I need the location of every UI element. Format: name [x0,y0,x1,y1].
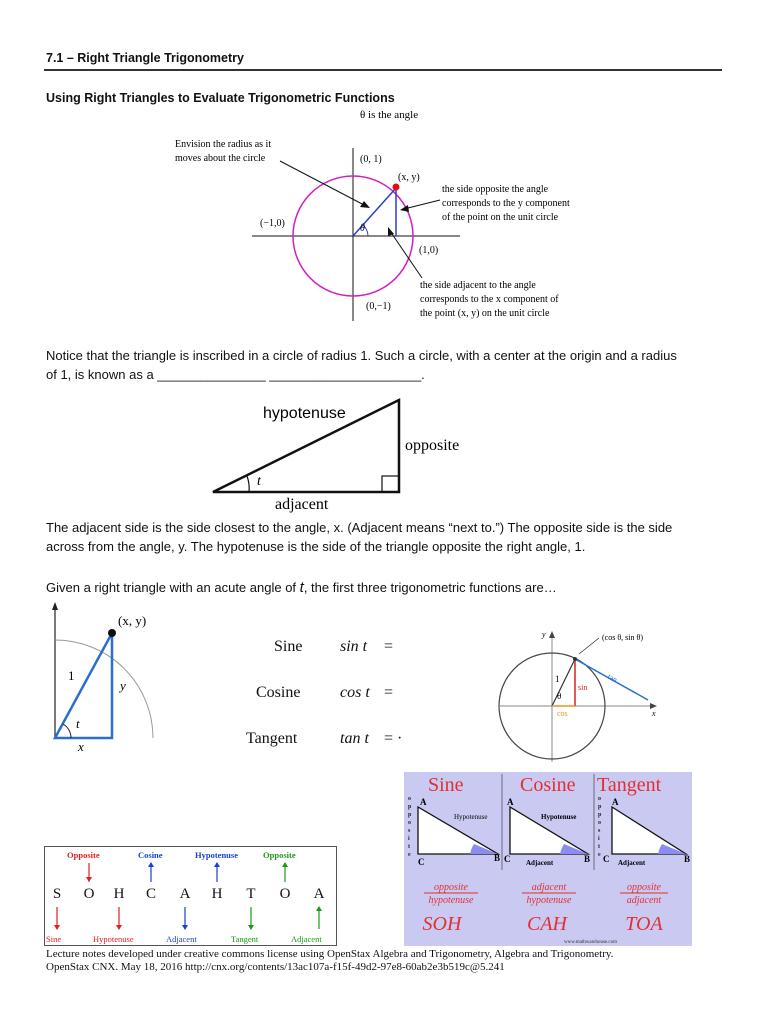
banner-arrowhead [182,925,188,930]
banner-arrowhead [86,877,92,882]
small-point-leader [579,638,599,654]
quarter-arc [55,640,153,738]
label-point: (x, y) [398,172,420,183]
small-circle-figure [495,620,680,765]
banner-bottom-adjacent: Adjacent [166,934,197,944]
angle-arc [247,476,249,492]
function-eq: = · [384,730,403,747]
angle-label: t [257,474,261,489]
poster-vertex-a: A [420,797,427,807]
poster-vertical-letter: i [408,836,410,842]
theta-label: θ [360,223,365,234]
given-text-pre: Given a right triangle with an acute angle of [46,580,300,595]
function-expr: sin t [340,638,368,655]
banner-arrowhead [248,925,254,930]
opposite-note-1: the side opposite the angle [442,184,549,195]
banner-letter-s: S [52,886,62,902]
small-point [573,657,577,661]
adjacent-note-3: the point (x, y) on the unit circle [420,308,550,319]
function-name: Tangent [246,730,298,747]
opposite-note-2: corresponds to the y component [442,198,570,209]
poster-vertical-letter: o [408,820,411,826]
banner-top-hypotenuse: Hypotenuse [195,850,238,860]
adjacent-arrowhead [388,227,394,236]
sohcahtoa-banner-graphic [45,847,336,945]
banner-letter-h2: H [211,886,223,902]
poster-adj-label: Adjacent [618,859,646,867]
given-text-post: , the first three trigonometric functions are… [303,580,557,595]
triangle-figure [205,396,475,514]
poster-vertical-opposite-2 [598,796,602,858]
small-x-label: x [652,709,656,718]
subheading: Using Right Triangles to Evaluate Trigonometric Functions [46,91,395,105]
poster-vertical-letter: p [598,804,602,810]
quarter-y-label: y [120,678,126,693]
theta-note: θ is the angle [360,109,419,121]
quarter-t-label: t [76,716,80,731]
quarter-hyp-label: 1 [68,668,75,683]
banner-bottom-tangent: Tangent [231,934,259,944]
unit-circle-figure [160,103,600,328]
function-name: Cosine [256,684,301,701]
poster-panel-tangent [603,797,690,867]
banner-letter-t: T [246,886,256,902]
banner-letter-o: O [83,886,95,902]
poster-word-soh: SOH [422,913,462,935]
adjacent-note-2: corresponds to the x component of [420,294,559,305]
right-angle-mark [382,476,399,492]
label-bottom: (0,−1) [366,301,391,312]
poster-title-sine: Sine [428,774,464,796]
small-cos-label: cos [557,709,568,718]
poster-adj-label: Adjacent [526,859,554,867]
banner-bottom-hypotenuse: Hypotenuse [93,934,134,944]
banner-arrowhead [116,925,122,930]
function-eq: = [384,638,394,655]
poster-title-tangent: Tangent [597,774,662,796]
poster-hyp-label: Hypotenuse [454,813,488,821]
poster-vertex-b: B [494,853,501,863]
banner-letter-o2: O [279,886,291,902]
poster-vertical-letter: e [598,852,601,858]
sohcahtoa-poster-graphic [404,772,692,946]
envision-arrowhead [360,201,370,208]
label-top: (0, 1) [360,154,382,165]
opposite-label: opposite [405,437,460,454]
poster-vertical-letter: o [598,820,601,826]
given-text-var: t [299,579,304,596]
poster-triangle [612,807,686,854]
poster-vertical-opposite-1 [408,796,412,858]
poster-panel-sine [418,797,500,867]
small-theta-label: θ [557,691,562,701]
notice-line-1: Notice that the triangle is inscribed in a circle of radius 1. Such a circle, with a center at the origin and a radius [46,348,677,363]
banner-letter-a2: A [313,886,325,902]
banner-top-opposite-2: Opposite [263,850,296,860]
notice-paragraph [46,346,736,384]
quarter-triangle [55,633,112,738]
poster-credit: www.mathwarehouse.com [564,940,617,945]
poster-fraction-den: hypotenuse [526,895,572,906]
opposite-arrow [404,200,440,209]
adjacent-label: adjacent [275,496,329,513]
poster-word-toa: TOA [625,913,663,935]
poster-fraction-num: opposite [627,882,661,893]
opposite-note-3: of the point on the unit circle [442,212,559,223]
banner-arrowhead [214,862,220,867]
poster-fraction-num: opposite [434,882,468,893]
poster-vertex-a: A [612,797,619,807]
footer [46,948,746,974]
poster-vertical-letter: t [598,844,600,850]
poster-vertical-letter: i [598,836,600,842]
adjacent-arrow [390,231,422,278]
envision-note-1: Envision the radius as it [175,139,272,150]
function-name: Sine [274,638,303,655]
poster-fraction-den: adjacent [626,895,662,906]
quarter-circle-figure [38,600,213,755]
poster-vertical-letter: s [598,828,601,834]
quarter-y-arrow [52,602,58,610]
poster-vertical-letter: s [408,828,411,834]
poster-vertical-letter: t [408,844,410,850]
footer-line-1: Lecture notes developed under creative commons license using OpenStax Algebra and Trigonometry, Algebra and Trigonometry. [46,948,614,960]
small-one-label: 1 [555,674,560,684]
adjacent-note-1: the side adjacent to the angle [420,280,536,291]
poster-vertex-a: A [507,797,514,807]
poster-vertical-letter: p [598,812,602,818]
poster-vertical-letter: p [408,812,412,818]
banner-bottom-sine: Sine [46,934,62,944]
sohcahtoa-poster [404,772,692,946]
poster-vertex-c: C [504,854,511,864]
poster-panel-cosine [504,797,590,867]
banner-bottom-adjacent-2: Adjacent [291,934,322,944]
quarter-point-label: (x, y) [118,613,147,628]
small-sin-label: sin [578,683,588,692]
small-y-arrow [549,631,555,638]
banner-arrowhead [282,862,288,867]
small-tan-label: tan [606,671,619,685]
adjacent-paragraph [46,518,736,556]
adjacent-line-2: across from the angle, y. The hypotenuse is the side of the triangle opposite the right angle, 1. [46,539,586,554]
poster-vertex-b: B [584,854,591,864]
hypotenuse-label: hypotenuse [263,405,346,422]
banner-arrowhead [54,925,60,930]
poster-vertex-b: B [684,854,691,864]
section-title: 7.1 – Right Triangle Trigonometry [46,51,244,65]
poster-fraction-num: adjacent [531,882,567,893]
poster-title-cosine: Cosine [520,774,576,796]
poster-vertical-letter: p [408,804,412,810]
banner-letter-c: C [145,886,157,902]
poster-vertex-c: C [418,857,425,867]
quarter-point [108,629,116,637]
quarter-x-label: x [78,739,84,754]
function-eq: = [384,684,394,701]
poster-vertical-letter: o [598,796,601,802]
poster-hyp-label: Hypotenuse [541,813,577,821]
poster-fraction-den: hypotenuse [428,895,474,906]
banner-arrowhead [316,906,322,911]
header-rule [44,69,722,71]
poster-word-cah: CAH [527,913,567,935]
poster-vertical-letter: e [408,852,411,858]
banner-top-opposite-1: Opposite [67,850,100,860]
small-point-label: (cos θ, sin θ) [602,633,643,642]
given-paragraph [46,578,557,597]
notice-line-2: of 1, is known as a _______________ _____________________. [46,367,425,382]
label-right: (1,0) [419,245,439,256]
small-y-label: y [542,630,546,639]
adjacent-line-1: The adjacent side is the side closest to the angle, x. (Adjacent means “next to.”) The opposite side is the side [46,520,673,535]
sohcahtoa-banner [44,846,337,946]
quarter-angle-arc [63,724,71,738]
poster-vertical-letter: o [408,796,411,802]
banner-arrowhead [148,862,154,867]
point-marker [393,184,400,191]
poster-vertex-c: C [603,854,610,864]
function-expr: cos t [340,684,370,701]
banner-letter-h: H [113,886,125,902]
label-left: (−1,0) [260,218,285,229]
banner-top-cosine: Cosine [138,850,163,860]
function-expr: tan t [340,730,369,747]
banner-letter-a: A [179,886,191,902]
envision-note-2: moves about the circle [175,153,266,164]
footer-line-2: OpenStax CNX. May 18, 2016 http://cnx.org/contents/13ac107a-f15f-49d2-97e8-60ab2e3b519c@5.241 [46,961,505,973]
